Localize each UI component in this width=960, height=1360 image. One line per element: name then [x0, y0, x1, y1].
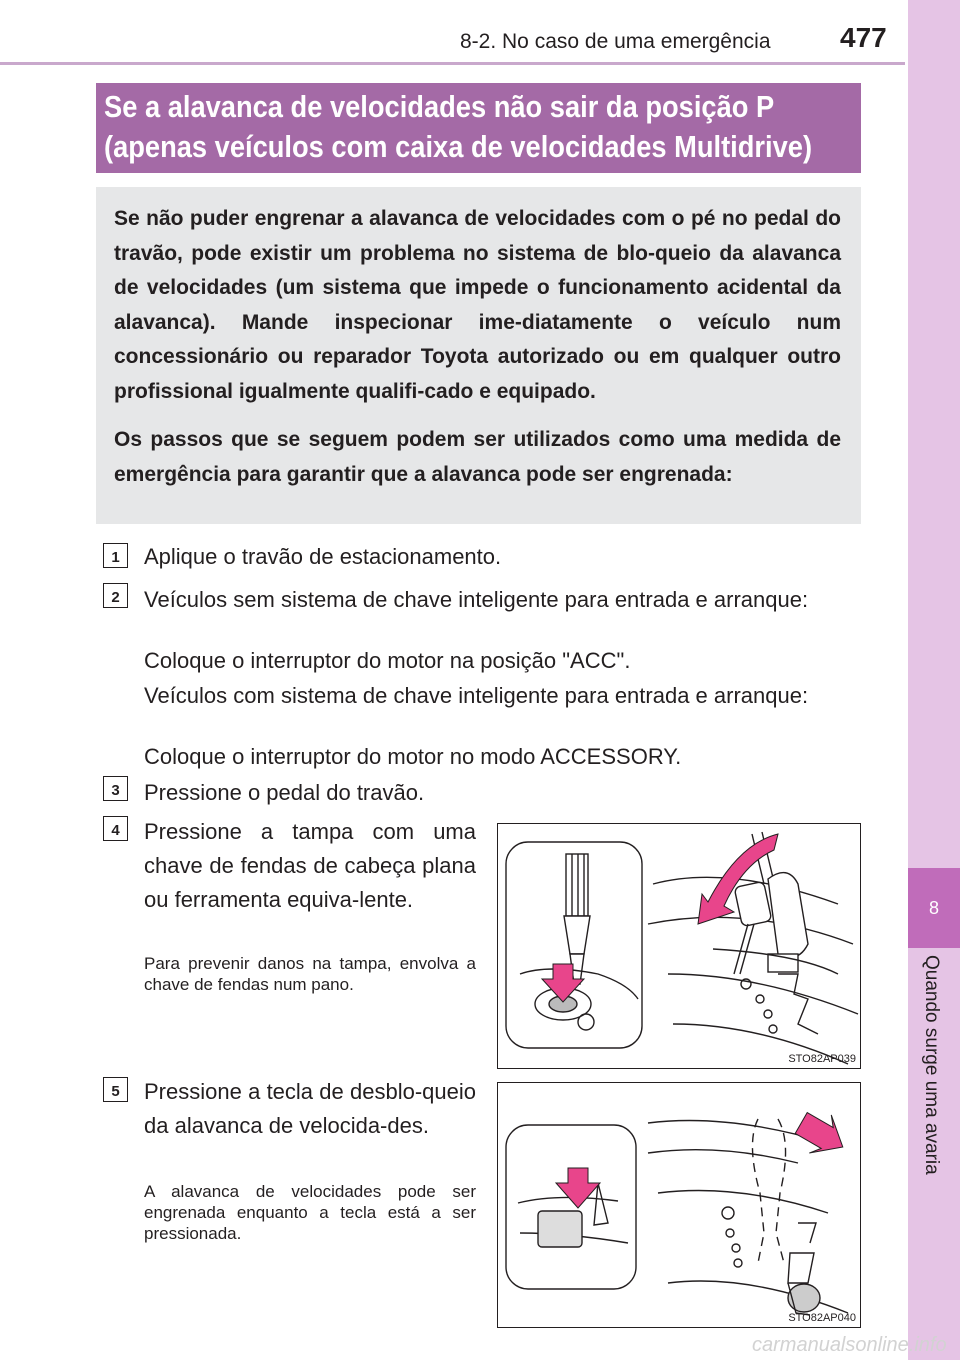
chapter-number: 8	[928, 897, 939, 918]
header-rule	[0, 62, 905, 65]
shift-lever-illustration	[498, 1083, 861, 1328]
section-title-line-1: Se a alavanca de velocidades não sair da posição P	[104, 89, 775, 124]
chapter-number-box	[908, 868, 960, 948]
figure-code: STO82AP039	[788, 1053, 856, 1065]
figure-shift-lock-release	[497, 1082, 861, 1328]
step-2-text-d: Coloque o interruptor do motor no modo ACCESSORY.	[144, 744, 682, 769]
screwdriver-illustration	[498, 824, 861, 1069]
step-2-text-c: Veículos com sistema de chave inteligente para entrada e arranque:	[144, 683, 809, 708]
step-4-text: Pressione a tampa com uma chave de fendas de cabeça plana ou ferramenta equiva-lente.	[144, 819, 476, 912]
step-4-note: Para prevenir danos na tampa, envolva a chave de fendas num pano.	[144, 954, 476, 994]
section-title-bar	[96, 83, 861, 173]
intro-box	[96, 187, 861, 524]
step-5-note: A alavanca de velocidades pode ser engrenada enquanto a tecla está a ser pressionada.	[144, 1182, 476, 1243]
section-title-line-2: (apenas veículos com caixa de velocidades Multidrive)	[104, 129, 813, 164]
step-1-text: Aplique o travão de estacionamento.	[144, 544, 502, 569]
page-number: 477	[840, 22, 887, 53]
step-number-4: 4	[103, 816, 128, 841]
figure-code: STO82AP040	[788, 1312, 856, 1324]
step-2-text-b: Coloque o interruptor do motor na posição "ACC".	[144, 648, 631, 673]
step-number-3: 3	[103, 776, 128, 801]
chapter-title: Quando surge uma avaria	[921, 955, 942, 1175]
step-number-2: 2	[103, 583, 128, 608]
section-label: 8-2. No caso de uma emergência	[460, 30, 771, 53]
watermark: carmanualsonline.info	[752, 1334, 947, 1356]
figure-screwdriver-cap	[497, 823, 861, 1069]
step-5-text: Pressione a tecla de desblo-queio da alavanca de velocida-des.	[144, 1079, 476, 1138]
step-number-5: 5	[103, 1077, 128, 1102]
step-3-text: Pressione o pedal do travão.	[144, 780, 425, 805]
intro-paragraph: Se não puder engrenar a alavanca de velocidades com o pé no pedal do travão, pode existir um problema no sistema de blo-queio da alavanca de velocidades (um sistema que impede o funcionamento acidental da alavanca). Mande inspecionar ime-diatamente o veículo num concessionário ou reparador Toyota autorizado ou em qualquer outro profissional igualmente qualifi-cado e equipado.	[114, 207, 841, 403]
step-2-text-a: Veículos sem sistema de chave inteligente para entrada e arranque:	[144, 587, 809, 612]
intro-paragraph-2: Os passos que se seguem podem ser utilizados como uma medida de emergência para garantir que a alavanca pode ser engrenada:	[114, 428, 841, 486]
step-number-1: 1	[103, 543, 128, 568]
